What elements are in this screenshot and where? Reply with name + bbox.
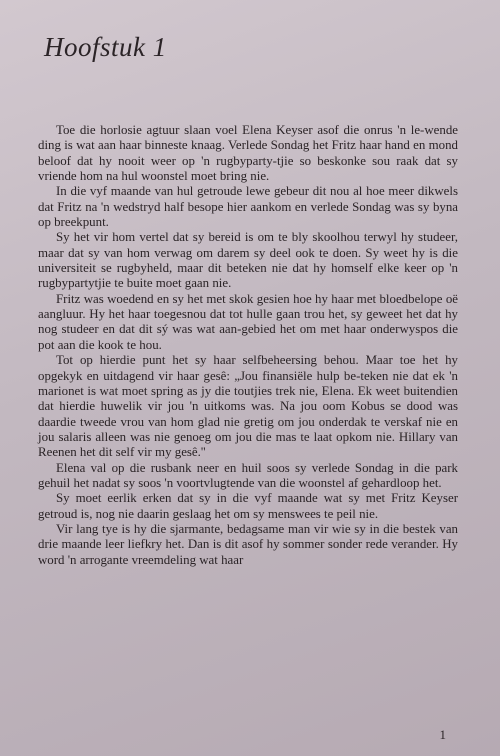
paragraph: Sy het vir hom vertel dat sy bereid is om te bly skoolhou terwyl hy studeer, maar dat sy van hom verwag om darem sy deel ook te doen. Sy weet hy is die universiteit se rugbyheld, maar dit beteken nie dat hy homself elke keer op 'n rugbypartytjie te buite moet gaan nie.: [38, 230, 458, 291]
paragraph: Sy moet eerlik erken dat sy in die vyf maande wat sy met Fritz Keyser getroud is, nog nie daarin geslaag het om sy menswees te peil nie.: [38, 491, 458, 521]
paragraph: In die vyf maande van hul getroude lewe gebeur dit nou al hoe meer dikwels dat Fritz na 'n wedstryd half besope hier aankom en verlede Sondag was sy byna op breekpunt.: [38, 184, 458, 230]
paragraph: Toe die horlosie agtuur slaan voel Elena Keyser asof die onrus 'n le-wende ding is wat aan haar binneste knaag. Verlede Sondag het Fritz haar hand en mond beloof dat hy nooit weer op 'n rugbyparty-tjie so beskonke sou raak dat sy vriende hom na hul woonstel moet bring nie.: [38, 123, 458, 184]
page-number: 1: [439, 727, 446, 742]
paragraph: Vir lang tye is hy die sjarmante, bedagsame man vir wie sy in die bestek van drie maande leer liefkry het. Dan is dit asof hy sommer sonder rede verander. Hy word 'n arrogante vreemdeling wat haar: [38, 521, 458, 567]
paragraph: Tot op hierdie punt het sy haar selfbeheersing behou. Maar toe het hy opgekyk en uitdagend vir haar gesê: „Jou finansiële hulp be-teken nie dat ek 'n marionet is wat moet spring as jy die toutjies trek nie, Elena. Ek weet buitendien dat hierdie huwelik vir jou 'n uitkoms was. Na jou oom Kobus se dood was daardie tweede vrou van hom glad nie gretig om jou onderdak te verskaf nie en jou salaris alleen was nie genoeg om jou die mas te laat opkom nie. Hillary van Reenen het dit self vir my gesê.'': [38, 353, 458, 460]
chapter-title: Hoofstuk 1: [44, 32, 167, 62]
paragraph: Fritz was woedend en sy het met skok gesien hoe hy haar met bloedbelope oë aangluur. Hy het haar toegesnou dat tot hulle gaan trou het, sy geweet het dat hy nog studeer en dat dit sý was wat aan-gebied het om met haar onderwyspos die pot aan die kook te hou.: [38, 291, 458, 352]
chapter-body: [38, 123, 458, 568]
paragraph: Elena val op die rusbank neer en huil soos sy verlede Sondag in die park gehuil het nadat sy soos 'n voortvlugtende van die woonstel af gehardloop het.: [38, 460, 458, 490]
